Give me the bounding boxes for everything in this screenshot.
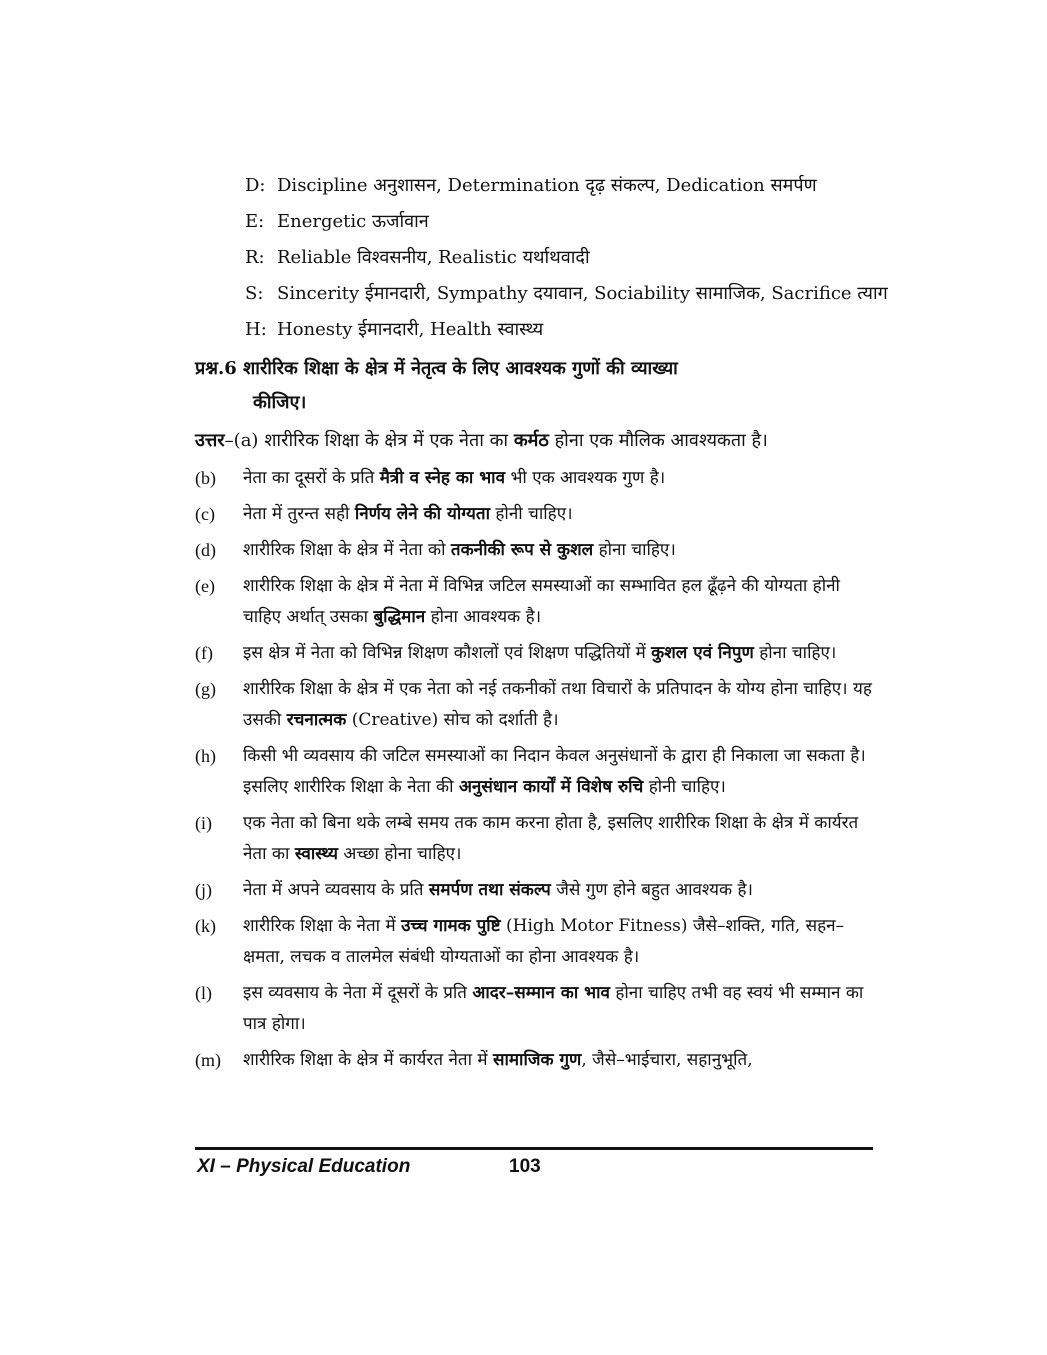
question-text-continued: कीजिए। (253, 392, 307, 413)
item-label: (c) (195, 504, 215, 524)
item-bold-text: समर्पण तथा संकल्प (428, 880, 551, 900)
list-item (195, 571, 875, 633)
page-footer (195, 1147, 873, 1177)
item-text: किसी भी व्यवसाय की जटिल समस्याओं का निदान केवल अनुसंधानों के द्वारा ही निकाला जा सकता है। इसलिए शारीरिक शिक्षा के नेता की (243, 746, 866, 797)
item-text: शारीरिक शिक्षा के क्षेत्र में एक नेता का (264, 430, 509, 451)
item-label: (k) (195, 916, 216, 936)
item-body (243, 875, 875, 906)
acronym-line (195, 276, 888, 312)
item-text: शारीरिक शिक्षा के नेता में (243, 916, 396, 936)
item-body (243, 808, 875, 870)
item-bold-text: कुशल एवं निपुण (651, 643, 754, 663)
item-text: , जैसे–भाईचारा, सहानुभूति, (581, 1050, 753, 1070)
acronym-text: Sincerity ईमानदारी, Sympathy दयावान, Sociability सामाजिक, Sacrifice त्याग (277, 283, 888, 304)
item-text: जैसे गुण होने बहुत आवश्यक है। (556, 880, 753, 900)
item-bold-text: कर्मठ (513, 430, 549, 451)
acronym-text: Energetic ऊर्जावान (277, 211, 429, 232)
list-item (195, 499, 875, 530)
acronym-line (195, 312, 875, 348)
list-item (195, 463, 875, 494)
list-item (195, 808, 875, 870)
page-content (195, 168, 888, 1076)
answer-label: उत्तर (195, 430, 225, 451)
item-label: (e) (195, 576, 215, 596)
answer-first-line (195, 424, 875, 458)
acronym-text: Honesty ईमानदारी, Health स्वास्थ्य (277, 319, 544, 340)
item-body (243, 499, 875, 530)
list-item (195, 911, 875, 973)
item-text: होना चाहिए। (598, 540, 676, 560)
list-item (195, 1045, 875, 1076)
acronym-line (195, 240, 875, 276)
item-body (243, 535, 875, 566)
list-item (195, 535, 875, 566)
acronym-text: Reliable विश्वसनीय, Realistic यर्थाथवादी (277, 247, 590, 268)
item-label: (a) (233, 430, 259, 451)
acronym-key: D: (245, 175, 266, 196)
question-label: प्रश्न.6 (195, 358, 237, 379)
item-text: (Creative) सोच को दर्शाती है। (351, 710, 559, 730)
footer-title: XI – Physical Education (197, 1156, 411, 1177)
item-bold-text: सामाजिक गुण (492, 1050, 582, 1070)
list-item (195, 875, 875, 906)
list-item (195, 741, 875, 803)
item-bold-text: मैत्री व स्नेह का भाव (379, 468, 506, 488)
item-bold-text: आदर–सम्मान का भाव (472, 983, 610, 1003)
item-text: होना एक मौलिक आवश्यकता है। (554, 430, 768, 451)
acronym-line (195, 204, 875, 240)
question-text: शारीरिक शिक्षा के क्षेत्र में नेतृत्व के लिए आवश्यक गुणों की व्याख्या (243, 358, 678, 379)
item-body (243, 463, 875, 494)
item-text: होनी चाहिए। (648, 777, 726, 797)
item-bold-text: उच्च गामक पुष्टि (401, 916, 501, 936)
item-text: अच्छा होना चाहिए। (343, 844, 462, 864)
list-item (195, 674, 875, 736)
acronym-key: R: (245, 247, 265, 268)
item-label: (m) (195, 1050, 221, 1070)
acronym-key: E: (245, 211, 265, 232)
item-bold-text: निर्णय लेने की योग्यता (354, 504, 490, 524)
item-label: (g) (195, 679, 216, 699)
item-text: शारीरिक शिक्षा के क्षेत्र में कार्यरत नेता में (243, 1050, 488, 1070)
item-bold-text: रचनात्मक (286, 710, 347, 730)
item-bold-text: अनुसंधान कार्यों में विशेष रुचि (458, 777, 644, 797)
item-text: नेता में तुरन्त सही (243, 504, 350, 524)
item-text: नेता का दूसरों के प्रति (243, 468, 375, 488)
item-body (243, 978, 875, 1040)
item-body (243, 638, 875, 669)
item-bold-text: तकनीकी रूप से कुशल (450, 540, 594, 560)
item-label: (l) (195, 983, 212, 1003)
item-label: (b) (195, 468, 216, 488)
item-text: नेता में अपने व्यवसाय के प्रति (243, 880, 424, 900)
item-text: होना आवश्यक है। (430, 607, 542, 627)
answer-dash: – (224, 430, 234, 451)
item-body (243, 741, 875, 803)
item-text: इस क्षेत्र में नेता को विभिन्न शिक्षण कौशलों एवं शिक्षण पद्धितियों में (243, 643, 646, 663)
item-text: (High Motor Fitness) जैसे–शक्ति, गति, सहन–क्षमता, लचक व तालमेल संबंधी योग्यताओं का होना आवश्यक है। (243, 916, 845, 967)
item-text: इस व्यवसाय के नेता में दूसरों के प्रति (243, 983, 467, 1003)
item-bold-text: बुद्धिमान (373, 607, 426, 627)
answer-list (195, 463, 875, 1076)
item-text: एक नेता को बिना थके लम्बे समय तक काम करना होता है, इसलिए शारीरिक शिक्षा के क्षेत्र में कार्यरत नेता का (243, 813, 859, 864)
item-body (243, 674, 875, 736)
item-label: (j) (195, 880, 212, 900)
item-label: (f) (195, 643, 213, 663)
question-heading (195, 352, 875, 420)
item-text: शारीरिक शिक्षा के क्षेत्र में एक नेता को नई तकनीकों तथा विचारों के प्रतिपादन के योग्य होना चाहिए। यह उसकी (243, 679, 872, 730)
acronym-text: Discipline अनुशासन, Determination दृढ़ संकल्प, Dedication समर्पण (277, 175, 817, 196)
item-label: (d) (195, 540, 216, 560)
acronym-line (195, 168, 875, 204)
list-item (195, 978, 875, 1040)
item-body (243, 1045, 875, 1076)
item-text: होना चाहिए। (759, 643, 837, 663)
acronym-list (195, 168, 888, 348)
acronym-key: H: (245, 319, 267, 340)
item-body (243, 571, 875, 633)
item-body (243, 911, 875, 973)
item-bold-text: स्वास्थ्य (294, 844, 338, 864)
item-text: शारीरिक शिक्षा के क्षेत्र में नेता को (243, 540, 446, 560)
acronym-key: S: (245, 283, 264, 304)
item-text: शारीरिक शिक्षा के क्षेत्र में नेता में विभिन्न जटिल समस्याओं का सम्भावित हल ढूँढ़ने की योग्यता होनी चाहिए अर्थात् उसका (243, 576, 840, 627)
item-text: होना चाहिए तभी वह स्वयं भी सम्मान का पात्र होगा। (243, 983, 864, 1034)
list-item (195, 638, 875, 669)
item-label: (h) (195, 746, 216, 766)
page-number: 103 (509, 1156, 541, 1177)
item-label: (i) (195, 813, 212, 833)
item-text: होनी चाहिए। (495, 504, 573, 524)
item-text: भी एक आवश्यक गुण है। (510, 468, 666, 488)
